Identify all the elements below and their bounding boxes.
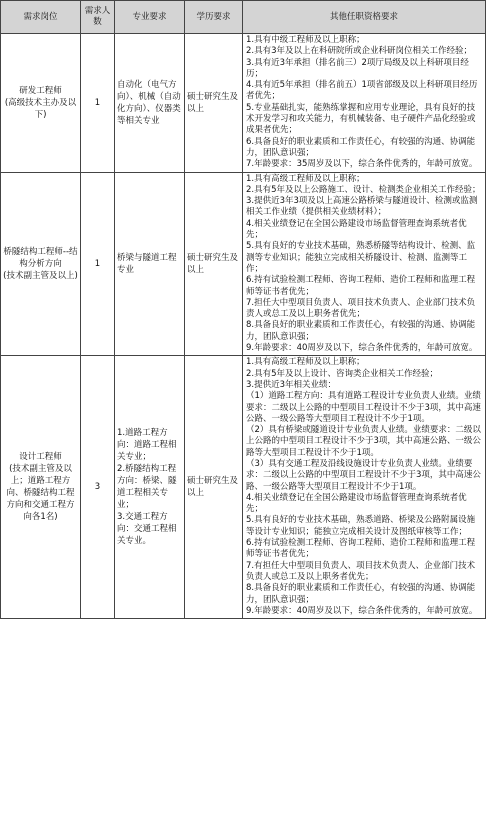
requirement-item: 7.担任大中型项目负责人、项目技术负责人、企业部门技术负责人或总工及以上职务者优先；	[246, 297, 476, 320]
major-item: 桥梁与隧道工程专业	[117, 252, 177, 275]
requirement-item: 3.提供近3年3项及以上高速公路桥梁与隧道设计、检测或监测相关工作业绩（提供相关业绩材料）；	[246, 196, 478, 218]
requirement-item: 7.年龄要求：35周岁及以下，综合条件优秀的，年龄可放宽。	[246, 159, 478, 170]
requirement-item: 8.具备良好的职业素质和工作责任心，有较强的沟通、协调能力，团队意识强；	[246, 320, 476, 342]
table-row	[1, 356, 486, 619]
requirement-item: 4.相关业绩登记在全国公路建设市场监督管理查询系统者优先；	[246, 218, 467, 241]
position-cell	[1, 34, 81, 173]
major-item: 3.交通工程方向：交通工程相关专业。	[117, 512, 177, 547]
major-item: 2.桥隧结构工程方向：桥梁、隧道工程相关专业；	[117, 464, 177, 511]
requirement-item: 5.具有良好的专业技术基础，熟悉桥隧等结构设计、检测、监测等专业知识；能独立完成相关桥隧设计、检测、监测等工作；	[246, 241, 476, 274]
requirement-item: 9.年龄要求：40周岁及以下，综合条件优秀的，年龄可放宽。	[246, 605, 478, 616]
requirement-item: 5.具有良好的专业技术基础，熟悉道路、桥梁及公路附属设施等设计专业知识；能独立完成相关设计及图纸审核等工作；	[246, 515, 476, 537]
requirement-item: 3.提供近3年相关业绩：	[246, 379, 337, 390]
requirement-item: 1.具有中级工程师及以上职称；	[246, 35, 365, 45]
requirement-item: 7.有担任大中型项目负责人、项目技术负责人、企业部门技术负责人或总工及以上职务者优先；	[246, 560, 476, 582]
table-row	[1, 34, 486, 173]
position-text: 设计工程师	[19, 452, 62, 463]
position-text: (技术副主管及以上)	[3, 270, 78, 281]
header-row	[1, 1, 486, 34]
requirement-item: 6.持有试验检测工程师、咨询工程师、造价工程师和监理工程师等证书者优先；	[246, 538, 476, 560]
requirement-item: 9.年龄要求：40周岁及以下，综合条件优秀的，年龄可放宽。	[246, 343, 478, 354]
major-item: 1.道路工程方向：道路工程相关专业；	[117, 428, 177, 463]
requirement-item: 2.具有5年及以上设计、咨询类企业相关工作经验；	[246, 368, 439, 379]
requirement-item: 5.专业基础扎实，能熟练掌握和应用专业理论，具有良好的技术开发学习和攻关能力，有机械装备、电子硬件产品化经验或成果者优先；	[246, 102, 476, 136]
requirement-item: 4.具有近5年承担（排名前五）1项省部级及以上科研项目经历者优先；	[246, 80, 478, 102]
position-text: 桥隧结构工程师--结构分析方向	[3, 246, 78, 269]
requirements-cell	[243, 172, 486, 356]
position-text: (高级技术主办及以下)	[4, 97, 77, 120]
count-cell: 1	[81, 34, 115, 173]
requirement-item: （3）具有交通工程及沿线设施设计专业负责人业绩。业绩要求：二级以上公路的中型项目工程设计不少于3项，其中高速公路、一级公路等大型项目工程设计不少于1项。	[246, 458, 481, 492]
requirement-item: 1.具有高级工程师及以上职称；	[246, 357, 365, 368]
table-body	[1, 34, 486, 619]
position-text: (技术副主管及以上；道路工程方向、桥隧结构工程方向和交通工程方向各1名)	[6, 464, 75, 523]
requirement-item: 6.持有试验检测工程师、咨询工程师、造价工程师和监理工程师等证书者优先；	[246, 275, 476, 297]
requirement-item: 3.具有近3年承担（排名前三）2项厅局级及以上科研项目经历；	[246, 57, 469, 79]
major-cell	[115, 356, 185, 619]
header-major: 专业要求	[115, 1, 185, 34]
requirements-cell	[243, 34, 486, 173]
requirement-item: 4.相关业绩登记在全国公路建设市场监督管理查询系统者优先；	[246, 492, 467, 515]
position-text: 研发工程师	[19, 85, 62, 96]
requirement-item: 1.具有高级工程师及以上职称；	[246, 173, 365, 184]
major-cell	[115, 172, 185, 356]
table-row	[1, 172, 486, 356]
header-requirements: 其他任职资格要求	[243, 1, 486, 34]
header-education: 学历要求	[185, 1, 243, 34]
requirement-item: 8.具备良好的职业素质和工作责任心，有较强的沟通、协调能力，团队意识强；	[246, 583, 476, 605]
count-cell: 3	[81, 356, 115, 619]
requirement-item: 6.具备良好的职业素质和工作责任心，有较强的沟通、协调能力，团队意识强；	[246, 136, 476, 158]
major-item: 自动化（电气方向）、机械（自动化方向）、仪器类等相关专业	[117, 79, 181, 126]
requirement-item: （2）具有桥梁或隧道设计专业负责人业绩。业绩要求：二级以上公路的中型项目工程设计不少于3项，其中高速公路、一级公路等大型项目工程设计不少于1项。	[246, 425, 481, 458]
requirement-item: （1）道路工程方向：具有道路工程设计专业负责人业绩。业绩要求：二级以上公路的中型项目工程设计不少于3项，其中高速公路、一级公路等大型项目工程设计不少于1项。	[246, 391, 481, 424]
requirement-item: 2.具有5年及以上公路施工、设计、检测类企业相关工作经验；	[246, 184, 481, 195]
count-cell: 1	[81, 172, 115, 356]
requirements-cell	[243, 356, 486, 619]
education-cell: 硕士研究生及以上	[185, 356, 243, 619]
header-position: 需求岗位	[1, 1, 81, 34]
requirement-item: 2.具有3年及以上在科研院所或企业科研岗位相关工作经验；	[246, 46, 473, 57]
education-cell: 硕士研究生及以上	[185, 34, 243, 173]
position-cell	[1, 356, 81, 619]
position-cell	[1, 172, 81, 356]
education-cell: 硕士研究生及以上	[185, 172, 243, 356]
header-count: 需求人数	[81, 1, 115, 34]
major-cell	[115, 34, 185, 173]
